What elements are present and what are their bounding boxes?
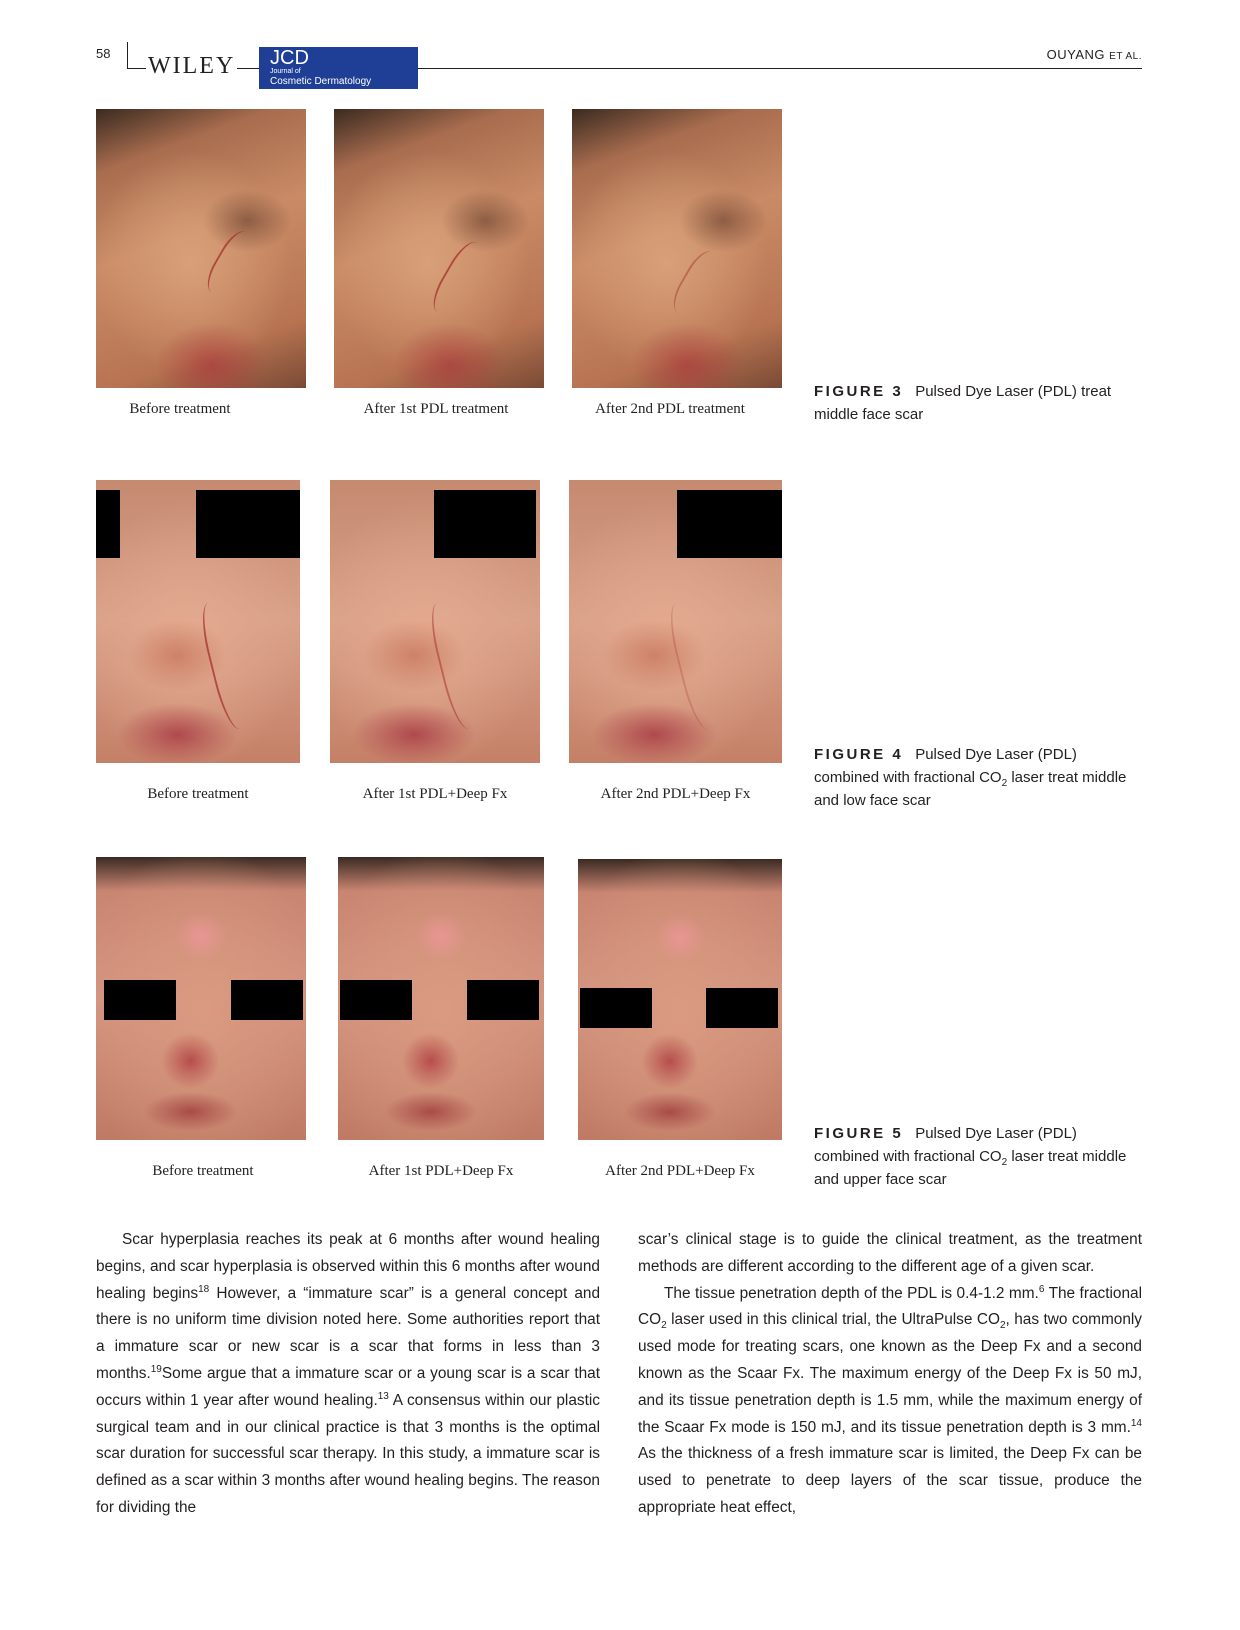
header-rule-left: [127, 68, 147, 69]
figure3-caption: [814, 380, 1134, 426]
figure4-caption-sub: 2: [1001, 778, 1008, 789]
figure3-photo-after-2nd: [572, 109, 782, 388]
journal-logo: [259, 47, 418, 89]
figure5-caption: [814, 1122, 1134, 1191]
text-run: As the thickness of a fresh immature scar is limited, the Deep Fx can be used to penetrate to deep layers of the scar tissue, produce the appropriate heat effect,: [638, 1445, 1142, 1516]
figure4-label: FIGURE 4: [814, 746, 904, 763]
citation: 13: [377, 1390, 389, 1402]
figure3-photo-before: [96, 109, 306, 388]
paragraph: [638, 1281, 1142, 1522]
header-divider-tick: [127, 42, 128, 68]
privacy-bar: [434, 490, 536, 558]
privacy-bar: [706, 988, 778, 1028]
figure3-caption-text: Pulsed Dye Laser (PDL) treat middle face scar: [814, 383, 1112, 423]
text-run: Some argue that a immature scar or a young scar is a scar that occurs within 1 year after wound healing.: [96, 1364, 600, 1409]
running-author: OUYANG: [1046, 47, 1106, 62]
figure4-caption: [814, 743, 1134, 812]
citation: 6: [1038, 1283, 1045, 1295]
privacy-bar: [196, 490, 300, 558]
running-head: [1047, 47, 1142, 62]
text-run: Scar hyperplasia reaches its peak at 6 months after wound healing begins, and scar hyperplasia is observed within this 6 months after wound healing begins: [96, 1231, 600, 1302]
figure5-photo-before: [96, 857, 306, 1140]
figure5-photo-after-2nd: [578, 859, 782, 1140]
text-run: laser used in this clinical trial, the UltraPulse CO: [666, 1311, 1000, 1329]
figure5-caption-text-a: Pulsed Dye Laser (PDL) combined with fractional CO: [814, 1125, 1077, 1165]
journal-name: Cosmetic Dermatology: [270, 76, 372, 87]
figure4-panel-caption-2: After 1st PDL+Deep Fx: [362, 786, 508, 802]
figure3-photo-after-1st: [334, 109, 544, 388]
figure4-caption-text-b: laser treat middle and low face scar: [814, 769, 1127, 809]
privacy-bar: [580, 988, 652, 1028]
citation: 19: [150, 1363, 162, 1375]
figure3-panel-caption-1: Before treatment: [129, 401, 231, 417]
figure4-panel-caption-3: After 2nd PDL+Deep Fx: [600, 786, 751, 802]
figure5-panel-caption-1: Before treatment: [152, 1163, 254, 1179]
privacy-bar: [104, 980, 176, 1020]
figure4-photo-after-1st: [330, 480, 540, 763]
privacy-bar: [467, 980, 539, 1020]
figure5-panel-caption-3: After 2nd PDL+Deep Fx: [605, 1163, 755, 1179]
privacy-bar: [340, 980, 412, 1020]
figure5-caption-sub: 2: [1001, 1157, 1008, 1168]
figure5-panel-caption-2: After 1st PDL+Deep Fx: [368, 1163, 514, 1179]
figure4-photo-before: [96, 480, 300, 763]
text-run: However, a “immature scar” is a general concept and there is no uniform time division noted here. Some authorities report that a immature scar or new scar is a scar that forms in less than 3 months.: [96, 1284, 601, 1382]
text-run: The tissue penetration depth of the PDL is 0.4-1.2 mm.: [664, 1284, 1039, 1302]
body-column-left: [96, 1227, 600, 1522]
figure3-panel-caption-2: After 1st PDL treatment: [363, 401, 509, 417]
privacy-bar: [677, 490, 782, 558]
paragraph: [96, 1227, 600, 1522]
figure5-label: FIGURE 5: [814, 1125, 904, 1142]
page-number: 58: [96, 46, 111, 61]
figure3-label: FIGURE 3: [814, 383, 904, 400]
figure4-photo-after-2nd: [569, 480, 782, 763]
citation: 14: [1130, 1417, 1142, 1429]
body-column-right: [638, 1227, 1142, 1522]
privacy-bar: [96, 490, 120, 558]
citation: 18: [198, 1283, 210, 1295]
paragraph: scar’s clinical stage is to guide the clinical treatment, as the treatment methods are different according to the different age of a given scar.: [638, 1231, 1142, 1275]
figure3-panel-caption-3: After 2nd PDL treatment: [595, 401, 745, 417]
journal-of: Journal of: [270, 68, 301, 75]
journal-abbr: JCD: [270, 47, 309, 69]
privacy-bar: [231, 980, 303, 1020]
text-run: , has two commonly used mode for treating scars, one known as the Deep Fx and a second known as the Scaar Fx. The maximum energy of the Deep Fx is 50 mJ, and its tissue penetration depth is 1.5 mm, while the maximum energy of the Scaar Fx mode is 150 mJ, and its tissue penetration depth is 3 mm.: [638, 1311, 1143, 1436]
figure5-photo-after-1st: [338, 857, 544, 1140]
figure4-panel-caption-1: Before treatment: [147, 786, 249, 802]
subscript: 2: [999, 1320, 1006, 1332]
running-etal: ET AL.: [1109, 51, 1142, 62]
text-run: The fractional CO: [638, 1284, 1142, 1329]
figure5-caption-text-b: laser treat middle and upper face scar: [814, 1148, 1127, 1188]
text-run: A consensus within our plastic surgical team and in our clinical practice is that 3 months is the optimal scar duration for successful scar therapy. In this study, a immature scar is defined as a scar within 3 months after wound healing begins. The reason for dividing the: [96, 1391, 600, 1516]
wiley-logo: WILEY: [148, 53, 236, 79]
figure4-caption-text-a: Pulsed Dye Laser (PDL) combined with fractional CO: [814, 746, 1077, 786]
subscript: 2: [661, 1320, 667, 1332]
